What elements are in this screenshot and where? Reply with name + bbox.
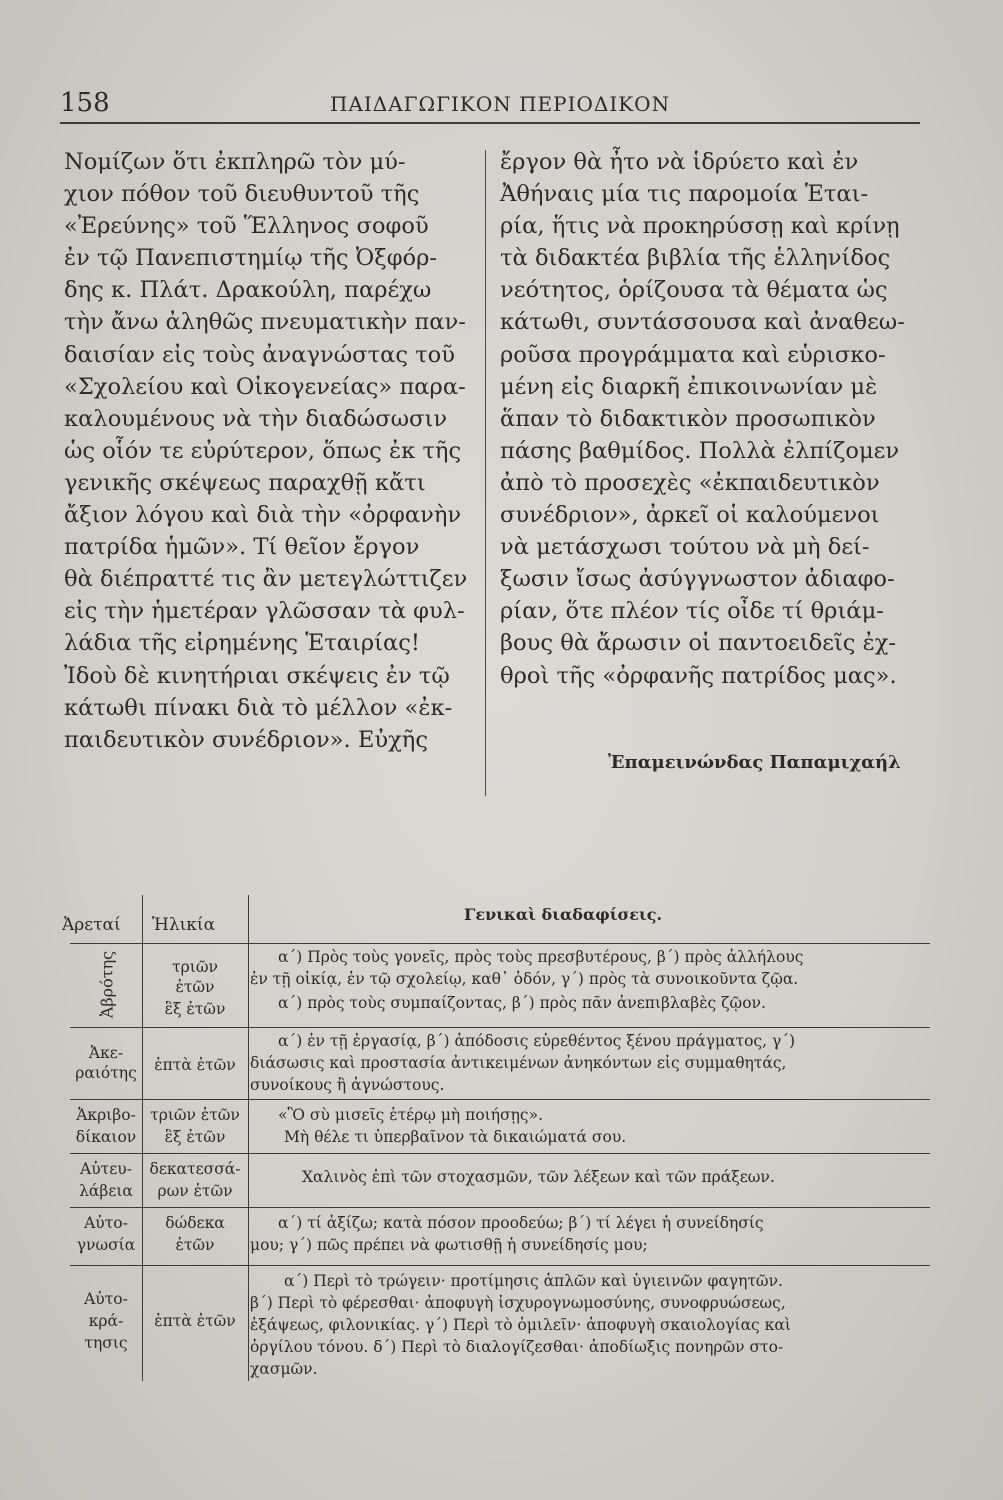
text-line: Ἀθήναις μία τις παρομοία Ἑται-: [500, 181, 869, 208]
guidance-line: ἐξάψεως, φιλονικίας. γ΄) Περὶ τὸ ὁμιλεῖν· ἀποφυγὴ σκαιολογίας καὶ: [250, 1316, 791, 1334]
guidance-line: α΄) πρὸς τοὺς συμπαίζοντας, β΄) πρὸς πᾶν ἀνεπιβλαβὲς ζῷον.: [278, 994, 766, 1012]
age-label: τριῶν ἐτῶν: [150, 1106, 240, 1124]
page-number: 158: [60, 88, 110, 118]
virtue-label: Ἀβρότης: [97, 950, 117, 1019]
virtue-label: λάβεια: [79, 1182, 133, 1200]
age-label: δεκατεσσά-: [149, 1160, 241, 1178]
text-line: ἄξιον λόγου καὶ διὰ τὴν «ὀρφανὴν: [64, 502, 462, 529]
table-rule: [70, 1099, 930, 1100]
table-rule: [70, 943, 930, 944]
column-divider: [485, 150, 486, 796]
text-line: ρία, ἥτις νὰ προκηρύσσῃ καὶ κρίνῃ: [500, 213, 900, 240]
guidance-line: διάσωσις καὶ προστασία ἀντικειμένων ἀνηκόντων εἰς συμμαθητάς,: [250, 1054, 787, 1072]
text-line: θὰ διέπραττέ τις ἂν μετεγλώττιζεν: [64, 566, 468, 593]
author-signature: Ἐπαμεινώνδας Παπαμιχαήλ: [608, 752, 901, 773]
text-line: πατρίδα ἡμῶν». Τί θεῖον ἔργον: [64, 534, 420, 561]
text-line: θροὶ τῆς «ὀρφανῆς πατρίδος μας».: [500, 662, 897, 689]
text-line: κάτωθι πίνακι διὰ τὸ μέλλον «ἐκ-: [64, 694, 453, 721]
text-line: παιδευτικὸν συνέδριον». Εὐχῆς: [64, 726, 428, 753]
virtue-label: γνωσία: [76, 1236, 136, 1254]
text-line: βους θὰ ἄρωσιν οἱ παντοειδεῖς ἐχ-: [500, 630, 897, 657]
table-rule: [70, 1207, 930, 1208]
text-line: δαισίαν εἰς τοὺς ἀναγνώστας τοῦ: [64, 341, 456, 368]
virtue-label: Ἀκριβο-: [76, 1106, 136, 1124]
virtue-label: ραιότης: [75, 1064, 137, 1082]
age-label: ρων ἐτῶν: [157, 1182, 233, 1200]
guidance-line: Μὴ θέλε τι ὑπερβαῖνον τὰ δικαιώματά σου.: [284, 1128, 627, 1146]
guidance-line: α΄) Πρὸς τοὺς γονεῖς, πρὸς τοὺς πρεσβυτέρους, β΄) πρὸς ἀλλήλους: [278, 948, 804, 966]
age-label: ἐτῶν: [175, 1236, 215, 1254]
text-line: «Ἐρεύνης» τοῦ Ἕλληνος σοφοῦ: [64, 213, 429, 240]
virtues-table: [62, 895, 930, 1395]
header-rule: [60, 122, 920, 124]
age-label: ἓξ ἐτῶν: [164, 1000, 226, 1018]
guidance-line: ὀργίλου τόνου. δ΄) Περὶ τὸ διαλογίζεσθαι· ἀποδίωξις πονηρῶν στο-: [250, 1338, 784, 1356]
table-rule: [248, 895, 249, 1381]
virtue-label: Αὐτευ-: [80, 1160, 132, 1178]
virtue-label: τησις: [84, 1334, 128, 1352]
text-line: δης κ. Πλάτ. Δρακούλη, παρέχω: [64, 277, 432, 304]
text-line: νεότητος, ὁρίζουσα τὰ θέματα ὡς: [500, 277, 888, 304]
right-text-column: [500, 146, 920, 692]
guidance-line: α΄) τί ἀξίζω; κατὰ πόσον προοδεύω; β΄) τί λέγει ἡ συνείδησίς: [278, 1214, 764, 1232]
text-line: ροῦσα προγράμματα καὶ εὑρισκο-: [500, 341, 886, 368]
guidance-line: α΄) ἐν τῇ ἐργασίᾳ, β΄) ἀπόδοσις εὑρεθέντος ξένου πράγματος, γ΄): [278, 1032, 796, 1050]
text-line: «Σχολείου καὶ Οἰκογενείας» παρα-: [64, 373, 466, 400]
text-line: ἅπαν τὸ διδακτικὸν προσωπικὸν: [500, 405, 876, 432]
header-virtues: Ἀρεταί: [62, 915, 121, 935]
virtue-label: Αὐτο-: [84, 1290, 128, 1308]
text-line: Ἰδοὺ δὲ κινητήριαι σκέψεις ἐν τῷ: [64, 662, 450, 689]
text-line: νὰ μετάσχωσι τούτου νὰ μὴ δεί-: [500, 534, 870, 561]
age-label: ἑπτὰ ἐτῶν: [154, 1312, 236, 1330]
age-label: ἓξ ἐτῶν: [164, 1128, 226, 1146]
text-line: ὡς οἷόν τε εὐρύτερον, ὅπως ἐκ τῆς: [64, 437, 462, 464]
guidance-line: «Ὃ σὺ μισεῖς ἑτέρῳ μὴ ποιήσῃς».: [278, 1106, 543, 1124]
text-line: ἀπὸ τὸ προσεχὲς «ἐκπαιδευτικὸν: [500, 469, 880, 496]
text-line: λάδια τῆς εἰρημένης Ἑταιρίας!: [64, 630, 420, 657]
text-line: ρίαν, ὅτε πλέον τίς οἶδε τί θριάμ-: [500, 598, 884, 625]
age-label: τριῶν: [172, 958, 218, 976]
virtue-label: κρά-: [88, 1312, 124, 1330]
text-line: συνέδριον», ἀρκεῖ οἱ καλούμενοι: [500, 502, 880, 529]
text-line: πάσης βαθμίδος. Πολλὰ ἐλπίζομεν: [500, 437, 900, 464]
table-rule: [70, 1265, 930, 1266]
guidance-line: Χαλινὸς ἐπὶ τῶν στοχασμῶν, τῶν λέξεων καὶ τῶν πράξεων.: [302, 1168, 775, 1186]
text-line: εἰς τὴν ἡμετέραν γλῶσσαν τὰ φυλ-: [64, 598, 465, 625]
guidance-line: α΄) Περὶ τὸ τρώγειν· προτίμησις ἁπλῶν καὶ ὑγιεινῶν φαγητῶν.: [284, 1272, 783, 1290]
header-general: Γενικαὶ διαδαφίσεις.: [464, 905, 663, 924]
text-line: Νομίζων ὅτι ἐκπληρῶ τὸν μύ-: [64, 149, 406, 175]
text-line: χιον πόθον τοῦ διευθυντοῦ τῆς: [64, 181, 420, 208]
guidance-line: χασμῶν.: [250, 1360, 318, 1378]
text-line: ἐν τῷ Πανεπιστημίῳ τῆς Ὀξφόρ-: [64, 245, 438, 272]
age-label: ἐτῶν: [175, 978, 215, 996]
guidance-line: συνοίκους ἢ ἀγνώστους.: [250, 1076, 445, 1094]
virtue-label: Ἀκε-: [88, 1044, 124, 1062]
guidance-line: ἐν τῇ οἰκίᾳ, ἐν τῷ σχολείῳ, καθ᾽ ὁδόν, γ΄) πρὸς τὰ συνοικοῦντα ζῷα.: [250, 970, 799, 988]
text-line: κάτωθι, συντάσσουσα καὶ ἀναθεω-: [500, 309, 905, 336]
age-label: δώδεκα: [165, 1214, 225, 1232]
text-line: μένη εἰς διαρκῆ ἐπικοινωνίαν μὲ: [500, 373, 878, 400]
text-line: τὰ διδακτέα βιβλία τῆς ἑλληνίδος: [500, 245, 891, 272]
text-line: ξωσιν ἴσως ἀσύγγνωστον ἀδιαφο-: [500, 566, 895, 593]
journal-title: ΠΑΙΔΑΓΩΓΙΚΟΝ ΠΕΡΙΟΔΙΚΟΝ: [330, 92, 671, 116]
text-line: ἔργον θὰ ἦτο νὰ ἱδρύετο καὶ ἐν: [500, 149, 859, 175]
guidance-line: μου; γ΄) πῶς πρέπει νὰ φωτισθῇ ἡ συνείδησίς μου;: [250, 1236, 648, 1254]
age-label: ἑπτὰ ἐτῶν: [154, 1056, 236, 1074]
header-age: Ἡλικία: [152, 915, 216, 935]
text-line: τὴν ἄνω ἀληθῶς πνευματικὴν παν-: [64, 309, 466, 336]
virtue-label: Αὐτο-: [84, 1214, 128, 1232]
table-rule: [70, 1153, 930, 1154]
text-line: γενικῆς σκέψεως παραχθῇ κἄτι: [64, 469, 426, 496]
left-text-column: [64, 146, 476, 756]
guidance-line: β΄) Περὶ τὸ φέρεσθαι· ἀποφυγὴ ἰσχυρογνωμοσύνης, συνοφρυώσεως,: [250, 1294, 786, 1312]
virtue-label: δίκαιον: [75, 1128, 137, 1146]
table-rule: [70, 1027, 930, 1028]
text-line: καλουμένους νὰ τὴν διαδώσωσιν: [64, 405, 448, 432]
